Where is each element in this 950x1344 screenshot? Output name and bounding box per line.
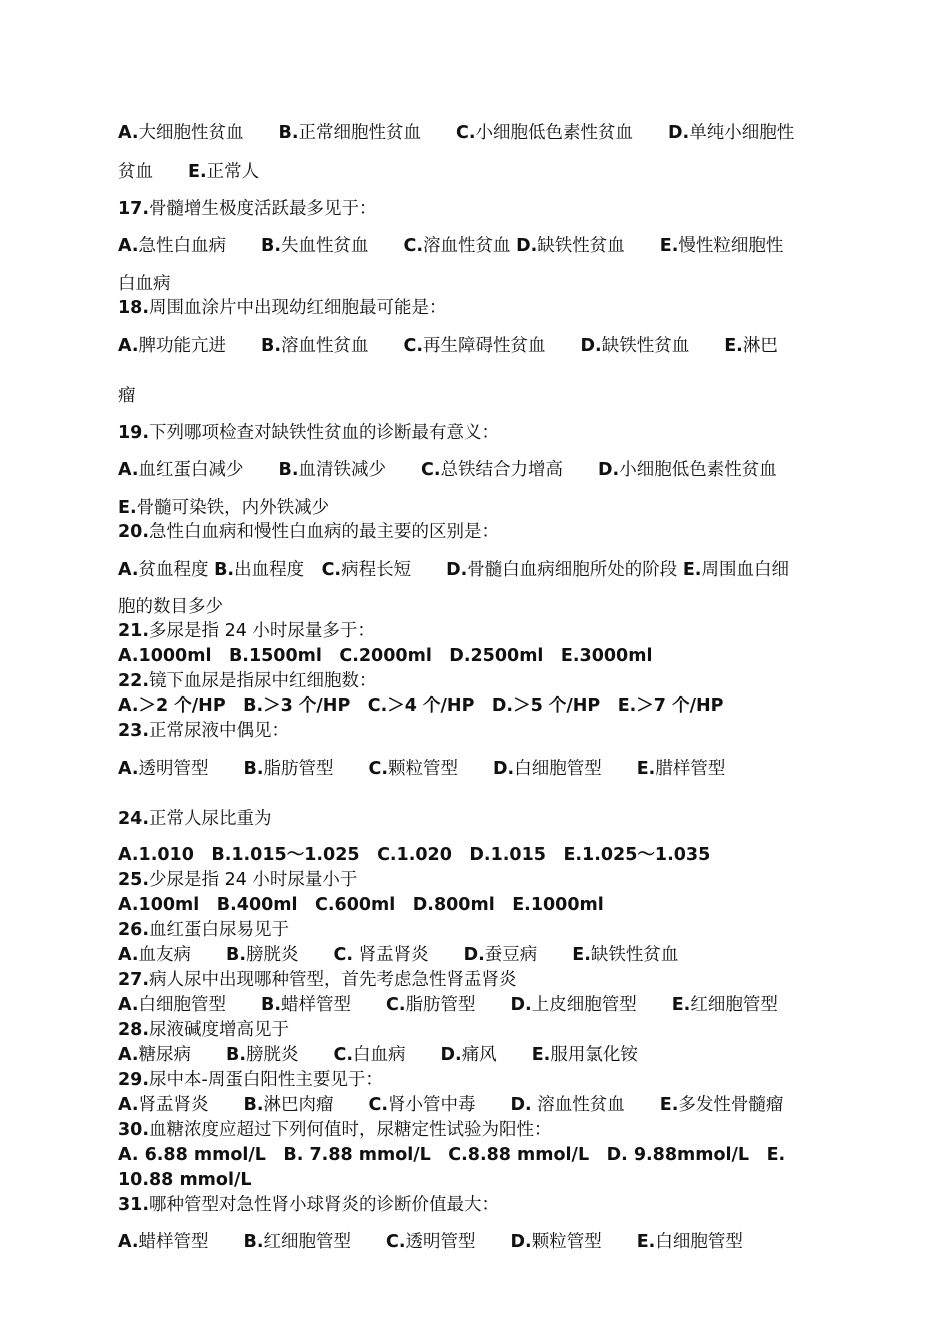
text-line: A. 6.88 mmol/L B. 7.88 mmol/L C.8.88 mmol/L D. 9.88mmol/L E. (118, 1145, 786, 1165)
text-line: A.贫血程度 B.出血程度 C.病程长短 D.骨髓白血病细胞所处的阶段 E.周围血白细 (118, 560, 789, 580)
question-title: 23.正常尿液中偶见： (118, 721, 290, 741)
text-line: A.1.010 B.1.015～1.025 C.1.020 D.1.015 E.1.025～1.035 (118, 845, 711, 865)
text-line: A.血红蛋白减少 B.血清铁减少 C.总铁结合力增高 D.小细胞低色素性贫血 (118, 460, 777, 480)
text-line: 瘤 (118, 386, 136, 406)
text-line: A.糖尿病 B.膀胱炎 C.白血病 D.痛风 E.服用氯化铵 (118, 1045, 638, 1065)
question-title: 19.下列哪项检查对缺铁性贫血的诊断最有意义： (118, 423, 500, 443)
question-title: 18.周围血涂片中出现幼红细胞最可能是： (118, 298, 447, 318)
text-line: 10.88 mmol/L (118, 1170, 252, 1190)
text-line: A.急性白血病 B.失血性贫血 C.溶血性贫血 D.缺铁性贫血 E.慢性粒细胞性 (118, 236, 784, 256)
text-line: A.肾盂肾炎 B.淋巴肉瘤 C.肾小管中毒 D. 溶血性贫血 E.多发性骨髓瘤 (118, 1095, 784, 1115)
text-line: A.1000ml B.1500ml C.2000ml D.2500ml E.3000ml (118, 646, 653, 666)
text-line: 胞的数目多少 (118, 597, 223, 617)
question-title: 31.哪种管型对急性肾小球肾炎的诊断价值最大： (118, 1195, 500, 1215)
text-line: A.蜡样管型 B.红细胞管型 C.透明管型 D.颗粒管型 E.白细胞管型 (118, 1232, 743, 1252)
question-title: 25.少尿是指 24 小时尿量小于 (118, 870, 358, 890)
text-line: A.大细胞性贫血 B.正常细胞性贫血 C.小细胞低色素性贫血 D.单纯小细胞性 (118, 123, 795, 143)
question-title: 29.尿中本-周蛋白阳性主要见于： (118, 1070, 383, 1090)
text-line: A.血友病 B.膀胱炎 C. 肾盂肾炎 D.蚕豆病 E.缺铁性贫血 (118, 945, 679, 965)
question-title: 28.尿液碱度增高见于 (118, 1020, 290, 1040)
question-title: 27.病人尿中出现哪种管型，首先考虑急性肾盂肾炎 (118, 970, 517, 990)
text-line: E.骨髓可染铁，内外铁减少 (118, 498, 330, 518)
text-line: 贫血 E.正常人 (118, 162, 260, 182)
question-title: 20.急性白血病和慢性白血病的最主要的区别是： (118, 522, 500, 542)
text-line: A.白细胞管型 B.蜡样管型 C.脂肪管型 D.上皮细胞管型 E.红细胞管型 (118, 995, 778, 1015)
question-title: 24.正常人尿比重为 (118, 809, 272, 829)
question-title: 30.血糖浓度应超过下列何值时，尿糖定性试验为阳性： (118, 1120, 552, 1140)
question-title: 17.骨髓增生极度活跃最多见于： (118, 199, 377, 219)
text-line: A.＞2 个/HP B.＞3 个/HP C.＞4 个/HP D.＞5 个/HP E.＞7 个/HP (118, 696, 724, 716)
question-title: 26.血红蛋白尿易见于 (118, 920, 290, 940)
text-line: A.脾功能亢进 B.溶血性贫血 C.再生障碍性贫血 D.缺铁性贫血 E.淋巴 (118, 336, 778, 356)
question-title: 22.镜下血尿是指尿中红细胞数： (118, 671, 377, 691)
question-title: 21.多尿是指 24 小时尿量多于： (118, 621, 375, 641)
text-line: A.透明管型 B.脂肪管型 C.颗粒管型 D.白细胞管型 E.腊样管型 (118, 759, 726, 779)
text-line: 白血病 (118, 274, 171, 294)
text-line: A.100ml B.400ml C.600ml D.800ml E.1000ml (118, 895, 604, 915)
